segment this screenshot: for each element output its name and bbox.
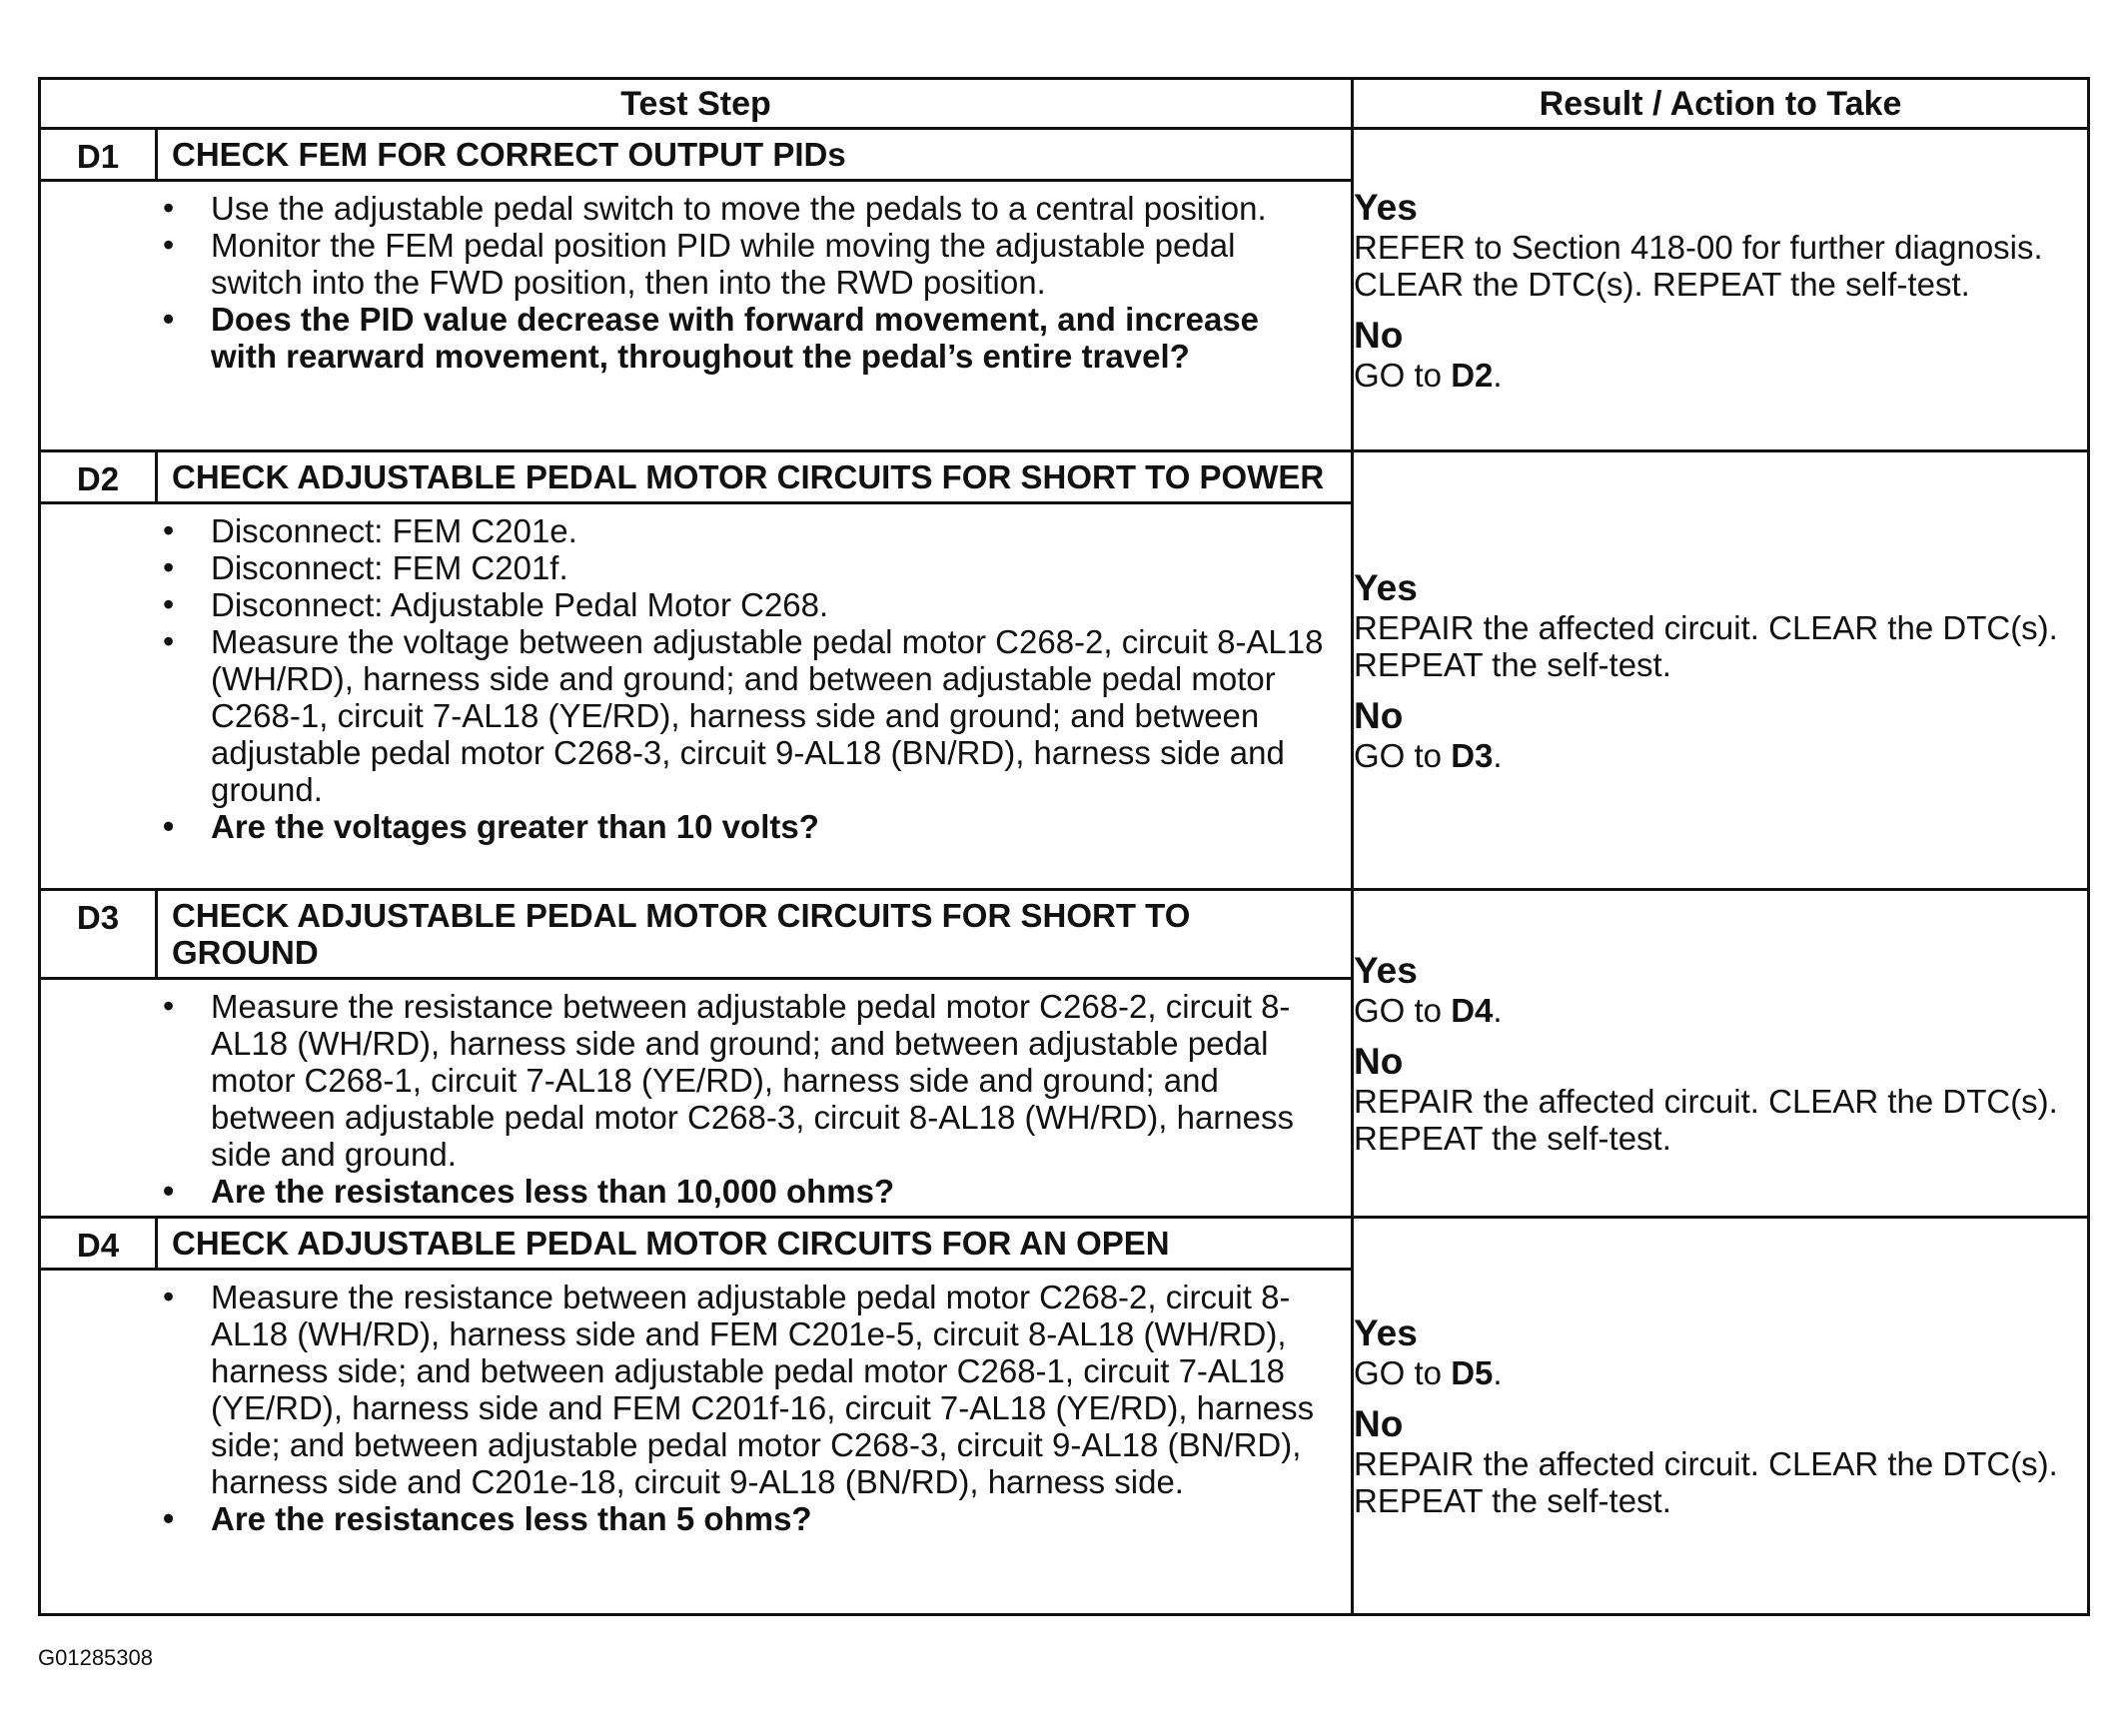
no-action-suffix: .	[1493, 356, 1503, 394]
step-title: CHECK FEM FOR CORRECT OUTPUT PIDs	[172, 136, 846, 173]
list-item: • Disconnect: FEM C201e.	[158, 512, 1331, 549]
result-no	[1354, 315, 2087, 394]
step-body	[41, 504, 1351, 849]
bullet-list	[158, 504, 1351, 849]
result-no	[1354, 695, 2087, 774]
yes-action-suffix: .	[1493, 992, 1503, 1029]
bullet-list	[158, 980, 1351, 1214]
step-header	[41, 130, 1351, 182]
yes-label: Yes	[1354, 1312, 1418, 1353]
step-question: • Are the resistances less than 5 ohms?	[158, 1500, 1331, 1537]
no-label: No	[1354, 694, 1404, 736]
test-step-cell	[40, 451, 1353, 890]
step-body	[41, 980, 1351, 1214]
step-header	[41, 452, 1351, 504]
result-no	[1354, 1403, 2087, 1519]
header-result-action: Result / Action to Take	[1353, 79, 2089, 129]
step-question: • Are the resistances less than 10,000 ohms?	[158, 1173, 1331, 1210]
step-id: D3	[41, 891, 158, 977]
result-yes	[1354, 187, 2087, 303]
list-item: • Measure the resistance between adjustable pedal motor C268-2, circuit 8-AL18 (WH/RD), harness side and FEM C201e-5, circuit 8-AL18 (WH/RD), harness side; and between adjustable pedal motor C268-1, circuit 7-AL18 (YE/RD), harness side and FEM C201f-16, circuit 7-AL18 (YE/RD), harness side; and between adjustable pedal motor C268-3, circuit 9-AL18 (BN/RD), harness side and C201e-18, circuit 9-AL18 (BN/RD), harness side.	[158, 1279, 1331, 1500]
test-step-cell	[40, 129, 1353, 451]
step-id: D4	[41, 1219, 158, 1268]
step-title: CHECK ADJUSTABLE PEDAL MOTOR CIRCUITS FOR SHORT TO POWER	[172, 458, 1325, 495]
yes-action: REPAIR the affected circuit. CLEAR the DTC(s). REPEAT the self-test.	[1354, 608, 2058, 683]
test-step-cell	[40, 890, 1353, 1218]
step-body	[41, 182, 1351, 379]
no-label: No	[1354, 314, 1404, 356]
no-action-suffix: .	[1493, 736, 1503, 774]
step-question: • Are the voltages greater than 10 volts?	[158, 808, 1331, 845]
table-row	[40, 890, 2089, 1218]
result-yes	[1354, 1312, 2087, 1391]
list-item: • Measure the voltage between adjustable pedal motor C268-2, circuit 8-AL18 (WH/RD), harness side and ground; and between adjustable pedal motor C268-1, circuit 7-AL18 (YE/RD), harness side and ground; and between adjustable pedal motor C268-3, circuit 9-AL18 (BN/RD), harness side and ground.	[158, 623, 1331, 808]
test-step-cell	[40, 1218, 1353, 1615]
no-action: REPAIR the affected circuit. CLEAR the DTC(s). REPEAT the self-test.	[1354, 1083, 2058, 1157]
yes-action-ref: D4	[1451, 992, 1494, 1029]
step-header	[41, 891, 1351, 980]
list-item: • Disconnect: FEM C201f.	[158, 549, 1331, 586]
step-id: D1	[41, 130, 158, 179]
no-action: REPAIR the affected circuit. CLEAR the DTC(s). REPEAT the self-test.	[1354, 1445, 2058, 1519]
result-cell	[1353, 890, 2089, 1218]
no-label: No	[1354, 1041, 1404, 1082]
result-cell	[1353, 451, 2089, 890]
table-row	[40, 1218, 2089, 1615]
no-action-prefix: GO to	[1354, 736, 1452, 774]
result-no	[1354, 1041, 2087, 1157]
yes-label: Yes	[1354, 950, 1418, 991]
step-title: CHECK ADJUSTABLE PEDAL MOTOR CIRCUITS FOR SHORT TO GROUND	[172, 897, 1191, 971]
bullet-list	[158, 182, 1351, 379]
step-question: • Does the PID value decrease with forward movement, and increase with rearward movement, throughout the pedal’s entire travel?	[158, 301, 1331, 375]
list-item: • Use the adjustable pedal switch to move the pedals to a central position.	[158, 190, 1331, 227]
result-cell	[1353, 1218, 2089, 1615]
result-yes	[1354, 567, 2087, 683]
table-row	[40, 451, 2089, 890]
result-yes	[1354, 950, 2087, 1029]
figure-id: G01285308	[38, 1645, 153, 1670]
step-title: CHECK ADJUSTABLE PEDAL MOTOR CIRCUITS FOR AN OPEN	[172, 1225, 1170, 1262]
step-header	[41, 1219, 1351, 1271]
table-header-row	[40, 79, 2089, 129]
list-item: • Disconnect: Adjustable Pedal Motor C268.	[158, 586, 1331, 623]
no-label: No	[1354, 1403, 1404, 1444]
step-id: D2	[41, 452, 158, 501]
yes-label: Yes	[1354, 566, 1418, 608]
no-action-ref: D2	[1451, 356, 1494, 394]
yes-label: Yes	[1354, 186, 1418, 228]
step-body	[41, 1271, 1351, 1541]
yes-action-suffix: .	[1493, 1354, 1503, 1391]
no-action-prefix: GO to	[1354, 356, 1452, 394]
yes-action-ref: D5	[1451, 1354, 1494, 1391]
yes-action-prefix: GO to	[1354, 1354, 1452, 1391]
bullet-list	[158, 1271, 1351, 1541]
header-test-step: Test Step	[40, 79, 1353, 129]
result-cell	[1353, 129, 2089, 451]
diagnostic-table	[38, 77, 2090, 1616]
table-row	[40, 129, 2089, 451]
yes-action-prefix: GO to	[1354, 992, 1452, 1029]
yes-action: REFER to Section 418-00 for further diagnosis. CLEAR the DTC(s). REPEAT the self-test.	[1354, 228, 2043, 303]
no-action-ref: D3	[1451, 736, 1494, 774]
list-item: • Monitor the FEM pedal position PID while moving the adjustable pedal switch into the FWD position, then into the RWD position.	[158, 227, 1331, 301]
list-item: • Measure the resistance between adjustable pedal motor C268-2, circuit 8-AL18 (WH/RD), harness side and ground; and between adjustable pedal motor C268-1, circuit 7-AL18 (YE/RD), harness side and ground; and between adjustable pedal motor C268-3, circuit 8-AL18 (WH/RD), harness side and ground.	[158, 988, 1331, 1173]
